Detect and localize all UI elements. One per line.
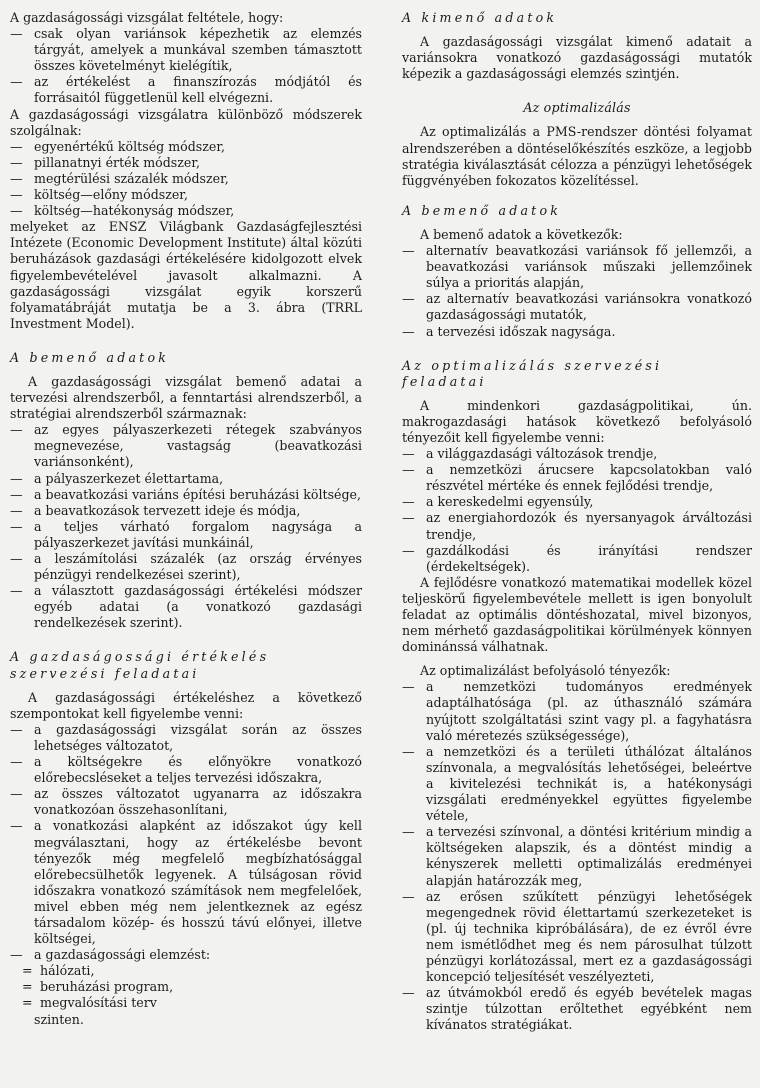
section-heading-outputs: A kimenő adatok: [402, 10, 558, 25]
inputs-list: [10, 422, 362, 631]
list-item: — a gazdaságossági elemzést:: [10, 947, 362, 963]
opt-inputs-list: [402, 243, 752, 340]
list-item: — az értékelést a finanszírozás módjától és forrásaitól függetlenül kell elvégezni.: [10, 74, 362, 106]
evaluation-intro: A gazdaságossági értékeléshez a következő szempontokat kell figyelembe venni:: [10, 689, 362, 721]
list-item: — pillanatnyi érték módszer,: [10, 155, 362, 171]
list-item: — csak olyan variánsok képezhetik az elemzés tárgyát, amelyek a munkával szemben támasztott összes követelményt kielégítik,: [10, 26, 362, 74]
optimization-paragraph: Az optimalizálás a PMS-rendszer döntési folyamat alrendszerében a döntéselőkészítés eszköze, a legjobb stratégia kiválasztását célozza a pénzügyi lehetőségek függvényében fokozatos közelítéssel.: [402, 124, 752, 188]
list-item: — az alternatív beavatkozási variánsokra vonatkozó gazdaságossági mutatók,: [402, 291, 752, 323]
list-item: — a tervezési időszak nagysága.: [402, 324, 752, 340]
list-item: — a nemzetközi és a területi úthálózat általános színvonala, a megvalósítás lehetőségei, beleértve a kivitelezési technikát is, a hatékonysági vizsgálati eredményekkel együttes figyelembe vétele,: [402, 744, 752, 824]
list-item: — a leszámítolási százalék (az ország érvényes pénzügyi rendelkezései szerint),: [10, 551, 362, 583]
list-item: — költség—hatékonyság módszer,: [10, 203, 362, 219]
organization-intro: A mindenkori gazdaságpolitikai, ún. makrogazdasági hatások következő befolyásoló tényezőit kell figyelembe venni:: [402, 397, 752, 445]
list-item: — a költségekre és előnyökre vonatkozó előrebecsléseket a teljes tervezési időszakra,: [10, 754, 362, 786]
list-item: — a nemzetközi tudományos eredmények adaptálhatósága (pl. az úthasználó számára nyújtott szolgáltatási szint vagy pl. a fagyhatásra való méretezés szükségessége),: [402, 679, 752, 743]
inputs-intro: A gazdaságossági vizsgálat bemenő adatai a tervezési alrendszerből, a fenntartási alrendszerből, a stratégiai alrendszerből származnak:: [10, 373, 362, 422]
right-column: [402, 10, 752, 1033]
factors-list: [402, 679, 752, 1033]
list-item: — az erősen szűkített pénzügyi lehetőségek megengednek rövid élettartamú szerkezeteket is (pl. új technika kipróbálására), de ez évről évre nem ismétlődhet meg és nem párosulhat túlzott pénzügyi korlátozással, mert ez a gazdaságossági koncepció teljesítését veszélyezteti,: [402, 889, 752, 986]
sub-list-item: = megvalósítási terv: [10, 995, 362, 1011]
list-item: — a nemzetközi árucsere kapcsolatokban való részvétel mértéke és ennek fejlődési trendje,: [402, 462, 752, 494]
list-item: — a világgazdasági változások trendje,: [402, 446, 752, 462]
list-item: — az útvámokból eredő és egyéb bevételek magas szintje túlzottan erőltethet egyébként nem kívánatos stratégiákat.: [402, 985, 752, 1033]
list-item: — a teljes várható forgalom nagysága a pályaszerkezet javítási munkáinál,: [10, 519, 362, 551]
list-item: — egyenértékű költség módszer,: [10, 139, 362, 155]
list-item: — költség—előny módszer,: [10, 187, 362, 203]
list-item: — a tervezési színvonal, a döntési kritérium mindig a költségeken alapszik, és a döntést mindig a kényszerek melletti optimalizálás eredményei alapján határozzák meg,: [402, 824, 752, 888]
factors-intro: Az optimalizálást befolyásoló tényezők:: [420, 663, 671, 679]
intro-paragraph: A gazdaságossági vizsgálat feltétele, hogy:: [10, 10, 284, 25]
list-item: — a pályaszerkezet élettartama,: [10, 471, 362, 487]
list-item: — megtérülési százalék módszer,: [10, 171, 362, 187]
left-column: [10, 10, 362, 1028]
list-item: — a kereskedelmi egyensúly,: [402, 494, 752, 510]
section-heading-evaluation: A gazdaságossági értékelés szervezési feladatai: [10, 649, 270, 681]
conditions-list: [10, 26, 362, 106]
list-item: — az összes változatot ugyanarra az időszakra vonatkozóan összehasonlítani,: [10, 786, 362, 818]
list-item: — a vonatkozási alapként az időszakot úgy kell megválasztani, hogy az értékelésbe bevont tényezők még megfelelő megbízhatósággal előrebecsülhetők legyenek. A túlságosan rövid időszakra vonatkozó számítások nem megfelelőek, mivel ebben még nem jelentkeznek az egész társadalom közép- és hosszú távú előnyei, illetve költségei,: [10, 818, 362, 947]
list-item-ending: szinten.: [34, 1011, 84, 1027]
evaluation-list: [10, 722, 362, 1028]
section-heading-optimization: Az optimalizálás: [523, 100, 631, 116]
sub-list-item: = hálózati,: [10, 963, 362, 979]
methods-list: [10, 139, 362, 219]
section-heading-opt-organization: Az optimalizálás szervezési feladatai: [402, 357, 663, 389]
organization-list: [402, 446, 752, 575]
methods-paragraph: melyeket az ENSZ Világbank Gazdaságfejlesztési Intézete (Economic Development Institute) által közúti beruházások gazdasági értékelésére kidolgozott elvek figyelembevételével javasolt alkalmazni. A gazdaságossági vizsgálat egyik korszerű folyamatábráját mutatja be a 3. ábra (TRRL Investment Model).: [10, 219, 362, 331]
list-item: — az energiahordozók és nyersanyagok árváltozási trendje,: [402, 510, 752, 542]
list-item: — a gazdaságossági vizsgálat során az összes lehetséges változatot,: [10, 722, 362, 754]
list-item: — alternatív beavatkozási variánsok fő jellemzői, a beavatkozási variánsok műszaki jellemzőinek súlya a prioritás alapján,: [402, 243, 752, 291]
section-heading-inputs: A bemenő adatok: [10, 349, 170, 365]
outputs-paragraph: A gazdaságossági vizsgálat kimenő adatait a variánsokra vonatkozó gazdaságossági mutatók képezik a gazdaságossági elemzés szintjén.: [402, 34, 752, 82]
list-item: — a választott gazdaságossági értékelési módszer egyéb adatai (a vonatkozó gazdasági rendelkezések szerint).: [10, 583, 362, 631]
methods-intro: A gazdaságossági vizsgálatra különböző módszerek szolgálnak:: [10, 106, 362, 138]
list-item: — a beavatkozások tervezett ideje és módja,: [10, 503, 362, 519]
section-heading-opt-inputs: A bemenő adatok: [402, 202, 562, 218]
list-item: — az egyes pályaszerkezeti rétegek szabványos megnevezése, vastagság (beavatkozási variánsonként),: [10, 422, 362, 470]
opt-inputs-intro: A bemenő adatok a következők:: [420, 226, 623, 242]
list-item: — gazdálkodási és irányítási rendszer (érdekeltségek).: [402, 543, 752, 575]
list-item: — a beavatkozási variáns építési beruházási költsége,: [10, 487, 362, 503]
development-paragraph: A fejlődésre vonatkozó matematikai modellek közel teljeskörű figyelembevétele mellett is igen bonyolult feladat az optimális döntéshozatal, mivel bizonyos, nem mérhető gazdaságpolitikai körülmények könnyen dominánssá válhatnak.: [402, 574, 752, 655]
sub-list-item: = beruházási program,: [10, 979, 362, 995]
